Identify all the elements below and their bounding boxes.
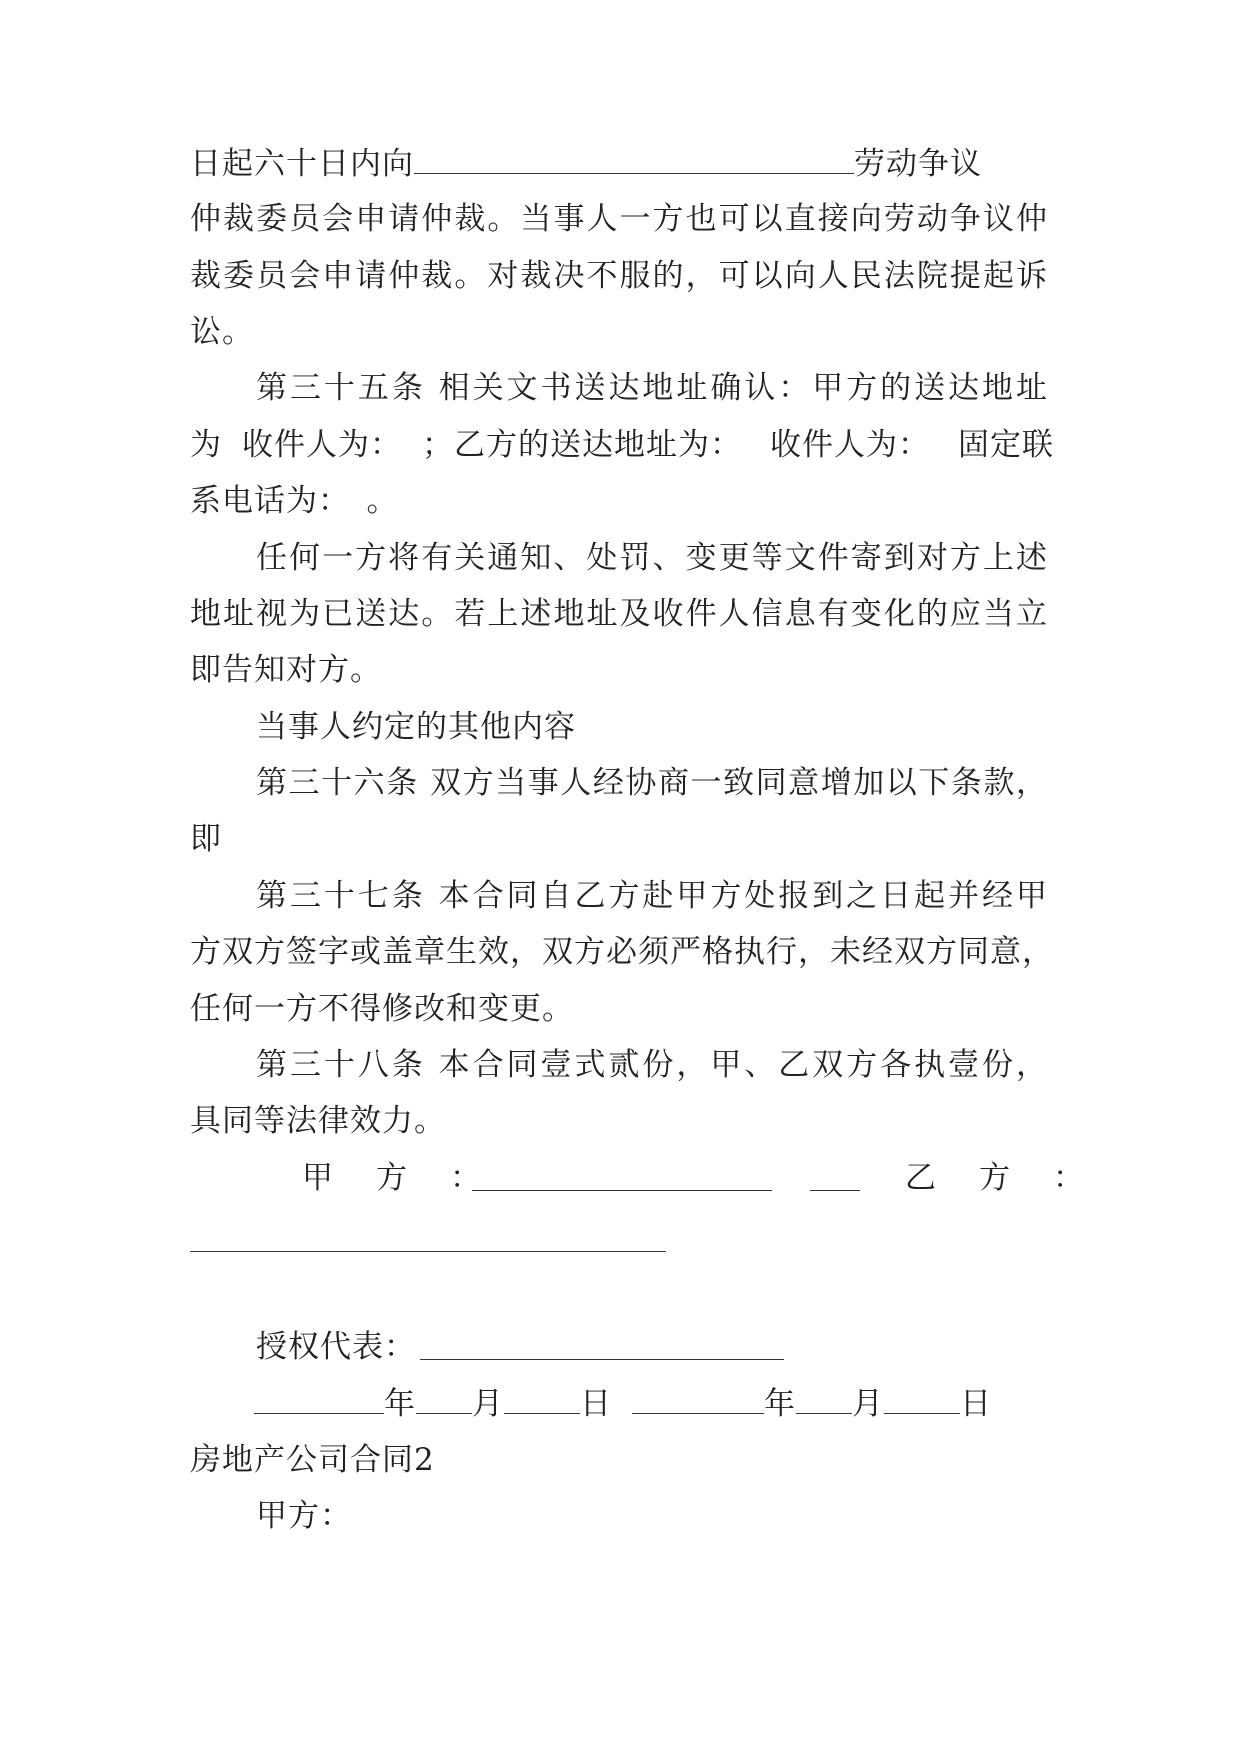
text-fragment: 劳动争议 xyxy=(854,146,982,182)
text-fragment: 收件人为： xyxy=(242,427,402,463)
text-line: 即 xyxy=(190,821,222,857)
text-fragment: ；乙方的送达地址为： xyxy=(422,427,742,463)
year-blank xyxy=(254,1383,384,1414)
text-line xyxy=(190,143,982,183)
month-label: 月 xyxy=(472,1386,504,1422)
date-line xyxy=(254,1383,992,1423)
article-35-heading: 第三十五条 相关文书送达地址确认：甲方的送达地址 xyxy=(256,370,1048,406)
article-38-heading: 第三十八条 本合同壹式贰份，甲、乙双方各执壹份， xyxy=(256,1047,1048,1083)
text-line: 系电话为： 。 xyxy=(190,483,399,519)
text-line: 方双方签字或盖章生效，双方必须严格执行，未经双方同意， xyxy=(190,934,1054,970)
day-blank xyxy=(884,1383,960,1414)
text-fragment: 固定联 xyxy=(958,427,1054,463)
party-b-label: 乙 方 ： xyxy=(905,1160,1090,1196)
text-fragment: 收件人为： xyxy=(770,427,930,463)
text-fragment: 为 xyxy=(190,427,222,463)
authorized-rep-blank xyxy=(420,1359,784,1360)
text-line: 任何一方将有关通知、处罚、变更等文件寄到对方上述 xyxy=(256,540,1048,576)
year-blank xyxy=(632,1383,764,1414)
authorized-rep-label: 授权代表： xyxy=(256,1329,416,1365)
text-line: 地址视为已送达。若上述地址及收件人信息有变化的应当立 xyxy=(190,596,1048,632)
text-line: 具同等法律效力。 xyxy=(190,1103,446,1139)
next-party-a-label: 甲方： xyxy=(256,1498,352,1534)
day-blank xyxy=(504,1383,580,1414)
year-label: 年 xyxy=(384,1386,416,1422)
month-blank xyxy=(416,1383,472,1414)
text-line: 讼。 xyxy=(190,314,254,350)
text-line: 即告知对方。 xyxy=(190,652,382,688)
party-a-label: 甲 方 ： xyxy=(302,1160,487,1196)
month-blank xyxy=(796,1383,852,1414)
party-a-blank xyxy=(472,1190,772,1191)
article-36-heading: 第三十六条 双方当事人经协商一致同意增加以下条款， xyxy=(256,765,1048,801)
party-a-blank-extra xyxy=(810,1190,860,1191)
party-b-blank xyxy=(190,1251,666,1252)
day-label: 日 xyxy=(580,1386,612,1422)
article-37-heading: 第三十七条 本合同自乙方赴甲方处报到之日起并经甲 xyxy=(256,878,1048,914)
text-line xyxy=(190,425,1054,465)
month-label: 月 xyxy=(852,1386,884,1422)
day-label: 日 xyxy=(960,1386,992,1422)
section-heading: 当事人约定的其他内容 xyxy=(256,709,576,745)
year-label: 年 xyxy=(764,1386,796,1422)
text-line: 裁委员会申请仲裁。对裁决不服的，可以向人民法院提起诉 xyxy=(190,258,1048,294)
fill-in-blank xyxy=(414,143,854,174)
text-line: 仲裁委员会申请仲裁。当事人一方也可以直接向劳动争议仲 xyxy=(190,201,1048,237)
text-fragment: 日起六十日内向 xyxy=(190,146,414,182)
text-line: 任何一方不得修改和变更。 xyxy=(190,991,574,1027)
next-contract-title: 房地产公司合同2 xyxy=(190,1442,435,1478)
